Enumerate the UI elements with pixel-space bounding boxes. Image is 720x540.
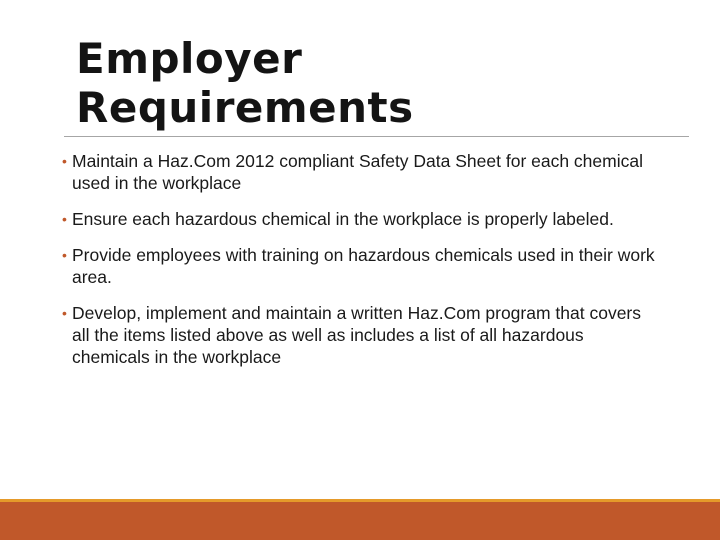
bullet-list (62, 150, 662, 368)
title-line-2: Requirements (76, 83, 414, 132)
bullet-item-1 (62, 150, 662, 194)
title-line-1: Employer (76, 34, 303, 83)
bullet-item-3 (62, 244, 662, 288)
bullet-text-4: Develop, implement and maintain a written Haz.Com program that covers all the items listed above as well as includes a list of all hazardous chemicals in the workplace (72, 303, 641, 367)
bullet-dot-icon: • (62, 211, 67, 227)
bullet-text-1: Maintain a Haz.Com 2012 compliant Safety Data Sheet for each chemical used in the workplace (72, 151, 643, 193)
slide-title (76, 34, 676, 132)
bullet-dot-icon: • (62, 247, 67, 263)
bullet-item-4 (62, 302, 662, 368)
bullet-item-2 (62, 208, 662, 230)
bullet-text-3: Provide employees with training on hazardous chemicals used in their work area. (72, 245, 655, 287)
title-divider (64, 136, 689, 137)
bullet-dot-icon: • (62, 153, 67, 169)
bullet-text-2: Ensure each hazardous chemical in the workplace is properly labeled. (72, 209, 614, 229)
footer-bar (0, 502, 720, 540)
bullet-dot-icon: • (62, 305, 67, 321)
